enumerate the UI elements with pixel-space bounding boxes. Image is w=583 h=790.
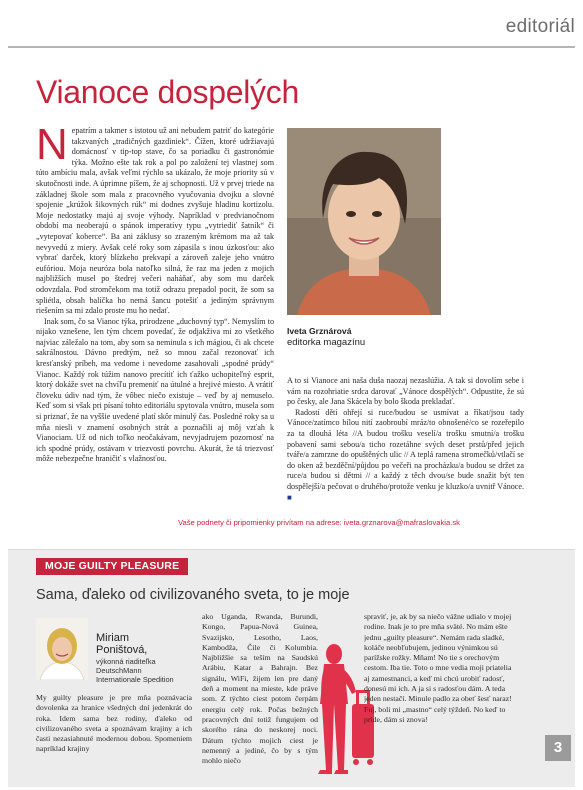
editorial-first-paragraph xyxy=(36,126,274,317)
poem-paragraph xyxy=(287,408,524,503)
end-mark: ■ xyxy=(287,492,292,502)
editorial-right-column xyxy=(287,376,524,526)
header-rule xyxy=(8,46,575,48)
first-paragraph-text: epatrím a takmer s istotou už ani nebudem patriť do kategórie takzvaných „tradičných gazdiniek“. Čížen, ktoré udržiavajú domácnosť v tip-top stave, čo sa poriadku či gastronómie týka. Možno ešte tak rok a pol po založení tej vlastnej som túto ambíciu mala, avšak veľmi rýchlo sa ukázalo, že moje priority sú v skutočnosti inde. A úprimne píšem, že aj schopnosti. Už v prvej triede na základnej škole som mala z pracovného vyučovania dvojku a slovné spojenie „krúžok šikovných rúk“ mi dodnes zvyšuje hladinu kortizolu. Moje nedostatky majú aj svoje výhody. Napríklad v predvianočnom období ma neoberajú o spánok imperatívy typu „vytriediť šatník“ či „vytepovať koberce“. Ba ani záklusy so zrazeným krémom ma až tak nevyvedú z miery. Avšak celé roky som zápasila s inou úzkosťou: ako vybrať darček, ktorý blízkeho prekvapí a zároveň zaleje jeho vnútro eufóriou. Moja neuróza bola natoľko silná, že raz ma jeden z mojich najbližších musel po štedrej večeri naháňať, aby som mu darček odovzdala. Pod stromčekom ma totiž odrazu prepadol pocit, že som sa spliétla, obsah balíčka ho nemá šancu potešiť a jediným správnym riešením sa mi zdalo proste mu ho nedať. xyxy=(36,126,274,316)
guilty-pleasure-tag: MOJE GUILTY PLEASURE xyxy=(36,558,188,575)
author-photo xyxy=(287,128,441,315)
page-number: 3 xyxy=(545,735,571,761)
editorial-paragraph: A to si Vianoce ani naša duša naozaj nezaslúžia. A tak si dovolím sebe i vám na rozohriatie srdca darovať „Vánoce dospělých“. Odpustite, že sú po česky, ale Jana Skácela by bolo škoda prekladať. xyxy=(287,376,524,407)
author-name: Iveta Grznárová xyxy=(287,326,352,336)
author-avatar-image xyxy=(36,618,88,680)
guest-role-line: Internationale Spedition xyxy=(96,675,174,685)
guest-author-first-name: Miriam xyxy=(96,632,129,644)
guilty-pleasure-column-2: ako Uganda, Rwanda, Burundi, Kongo, Papua-Nová Guinea, Svazijsko, Lesotho, Laos, Kambodža, Čile či Kolumbia. Najbližšie sa teším na Saudskú Arábiu, Katar a Bahrajn. Bez signálu, WiFi, žijem len pre daný deň a moment na mieste, kde práve som. Z týchto ciest potom čerpám energiu celý rok. Počas bežných pracovných dní totiž fungujem od skorého rána do neskorej noci. Dátum týchto mojich ciest je nemenný a jediné, čo by s tým mohlo niečo xyxy=(202,612,318,766)
author-role: editorka magazínu xyxy=(287,337,366,348)
guest-role-line: DeutschMann xyxy=(96,666,142,676)
guilty-pleasure-column-1: My guilty pleasure je pre mňa poznávacia dovolenka za hranice všedných dní jedenkrát do roka. Idem sama bez rodiny, ďaleko od civilizovaného sveta a spoznávam krajiny a ich časti nezasiahnuté modernou dobou. Spomeniem napríklad krajiny xyxy=(36,693,192,754)
poem-text: Radostí dětí ohřejí si ruce/budou se usmívat a říkat/jsou tady Vánoce/zatímco bílou nití zaobroubí mráz/to obnošené/co se rozeřepilo za ta dlouhá léta //A budou trošku veselí/a trošku smutní/a trošku pobavení sami sebou/a ticho rozetáhne svých deset prstů/před jejich tváře/a zamrzne do opuštěných ulic // A teplá ramena stromečků/vtlačí se do oken až bezděční/půjdou po večeři na procházku/a budou se držet za ruce/a budou si dětmi // a každý z těch dvou/se bude snažit být ten dospělejší/a pečovat o druhého/protože venku je kluzko/a uvnitř Vánoce. xyxy=(287,407,524,491)
guest-author-name xyxy=(96,632,186,656)
section-tag: editoriál xyxy=(505,16,575,37)
editorial-left-column xyxy=(36,126,274,510)
contact-line: Vaše podnety či pripomienky privítam na adrese: iveta.grznarova@mafraslovakia.sk xyxy=(178,518,460,527)
guest-author-last-name: Poništová, xyxy=(96,644,148,656)
guest-author-role xyxy=(96,657,196,685)
guilty-pleasure-column-3: spraviť, je, ak by sa niečo vážne udialo v mojej rodine. Inak je to pre mňa sväté. No mám ešte jednu „guilty pleasure“. Nemám rada sladké, koláče neobľubujem, jedinou výnimkou sú parížske rožky. Mňam! No tie s orechovým cestom. Iba tie. Toto o mne vedia moji priatelia aj zamestnanci, a keď mi chcú urobiť radosť, donesú mi ich. A ja si s radosťou dám. A teda jeden nestačí. Minule padlo za obeť šesť naraz! Fuj, boli mi „mastno“ celý týždeň. No keď to príde, dám si znova! xyxy=(364,612,512,724)
guest-role-line: výkonná riaditeľka xyxy=(96,657,156,666)
author-portrait-image xyxy=(287,128,441,315)
dropcap: N xyxy=(36,126,68,169)
avatar xyxy=(36,618,88,680)
editorial-paragraph: Inak som, čo sa Vianoc týka, prirodzene „duchovný typ“. Nemyslím to nijako vznešene, len tým chcem povedať, že odjakživa mi zo všetkého najviac záležalo na tom, aby som sa neminula s ich mágiou, či ak chcete sakrálnostou. Dávno predtým, než so mnou začal rezonovať ich kresťanský príbeh, ma vedome i nevedome zasahovali „spodné prúdy“ Vianoc. Každý rok túžim nanovo precítiť ich ťažko uchopiteľný esprit, ktorý dokáže svet na chvíľu premeniť na útulné a hrejivé miesto. A vrátiť človeku údiv nad tým, že vôbec niečo existuje – veď by aj nemuselo. Keď som si však pri písaní tohto editoriálu spytovala vnútro, musela som si priznať, že na vyššie uvedené platí skôr minulý čas. Posledné roky sa u mňa niesli v znamení osobných strát a poznačili aj môj vzťah k Vianociam. Už od nich toľko neočakávam, nevyjadrujem pozornosť na ich spodné prúdy, ostávam v triezvosti povrchu. Akurát, že tá triezvosť môže nebezpečne hraničiť s vlažnosťou. xyxy=(36,316,274,464)
page-title: Vianoce dospelých xyxy=(36,74,299,110)
guilty-pleasure-title: Sama, ďaleko od civilizovaného sveta, to je moje xyxy=(36,587,350,603)
